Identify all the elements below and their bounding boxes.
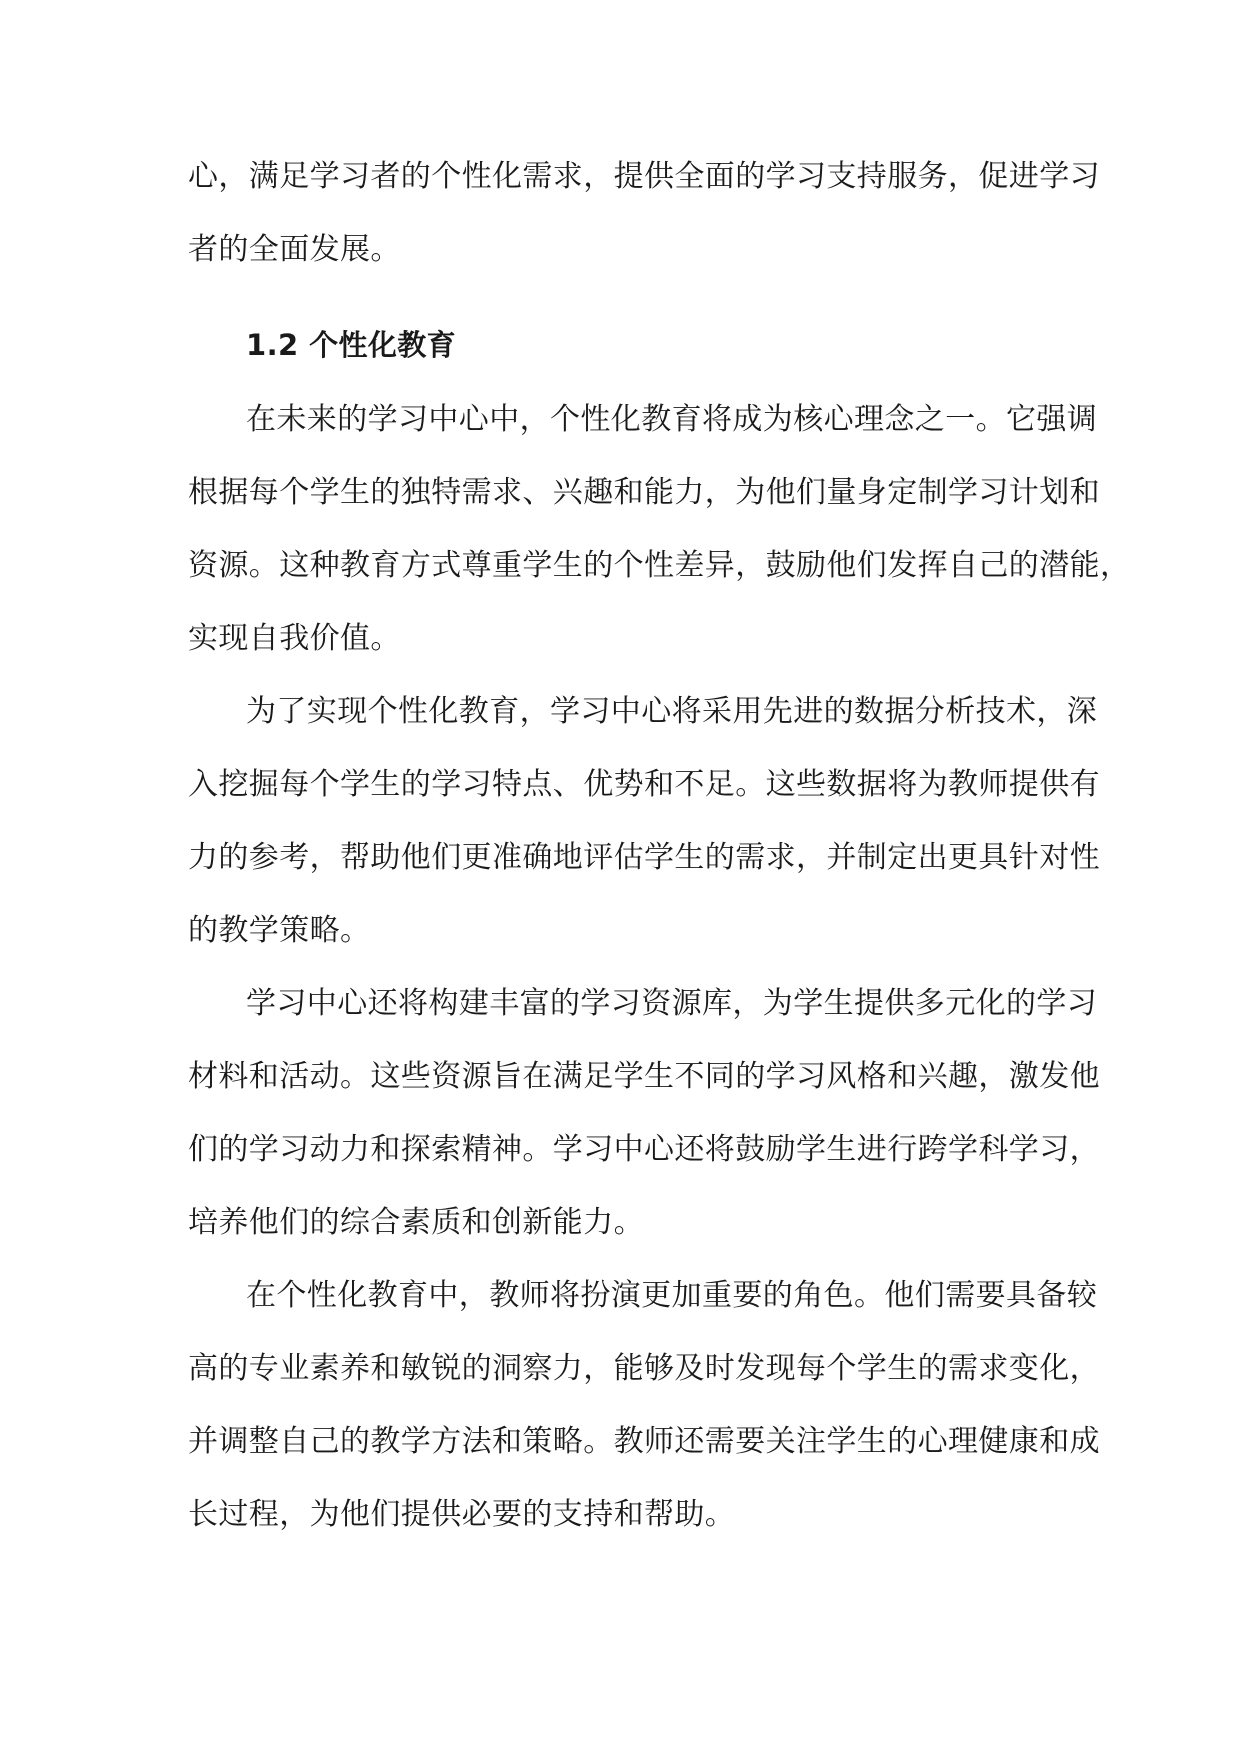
text-line: 的教学策略。 xyxy=(188,913,371,948)
text-line: 长过程，为他们提供必要的支持和帮助。 xyxy=(188,1497,736,1532)
text-line: 者的全面发展。 xyxy=(188,232,401,267)
text-line: 力的参考，帮助他们更准确地评估学生的需求，并制定出更具针对性 xyxy=(188,840,1100,875)
text-line: 根据每个学生的独特需求、兴趣和能力，为他们量身定制学习计划和 xyxy=(188,475,1100,510)
text-line: 学习中心还将构建丰富的学习资源库，为学生提供多元化的学习 xyxy=(246,986,1098,1021)
text-line: 并调整自己的教学方法和策略。教师还需要关注学生的心理健康和成 xyxy=(188,1424,1100,1459)
text-line: 为了实现个性化教育，学习中心将采用先进的数据分析技术，深 xyxy=(246,694,1098,729)
text-line: 实现自我价值。 xyxy=(188,621,401,656)
document-body xyxy=(188,140,1131,1551)
paragraph-1 xyxy=(188,383,1131,675)
paragraph-3 xyxy=(188,967,1100,1259)
text-line: 在个性化教育中，教师将扮演更加重要的角色。他们需要具备较 xyxy=(246,1278,1098,1313)
continuation-paragraph xyxy=(188,140,1100,286)
text-line: 培养他们的综合素质和创新能力。 xyxy=(188,1205,644,1240)
text-line: 们的学习动力和探索精神。学习中心还将鼓励学生进行跨学科学习， xyxy=(188,1132,1100,1167)
text-line: 材料和活动。这些资源旨在满足学生不同的学习风格和兴趣，激发他 xyxy=(188,1059,1100,1094)
paragraph-2 xyxy=(188,675,1100,967)
paragraph-4 xyxy=(188,1259,1100,1551)
text-line: 心，满足学习者的个性化需求，提供全面的学习支持服务，促进学习 xyxy=(188,159,1100,194)
text-line: 资源。这种教育方式尊重学生的个性差异，鼓励他们发挥自己的潜能， xyxy=(188,548,1131,583)
text-line: 高的专业素养和敏锐的洞察力，能够及时发现每个学生的需求变化， xyxy=(188,1351,1100,1386)
text-line: 在未来的学习中心中，个性化教育将成为核心理念之一。它强调 xyxy=(246,402,1098,437)
section-heading: 1.2 个性化教育 xyxy=(246,328,457,362)
text-line: 入挖掘每个学生的学习特点、优势和不足。这些数据将为教师提供有 xyxy=(188,767,1100,802)
